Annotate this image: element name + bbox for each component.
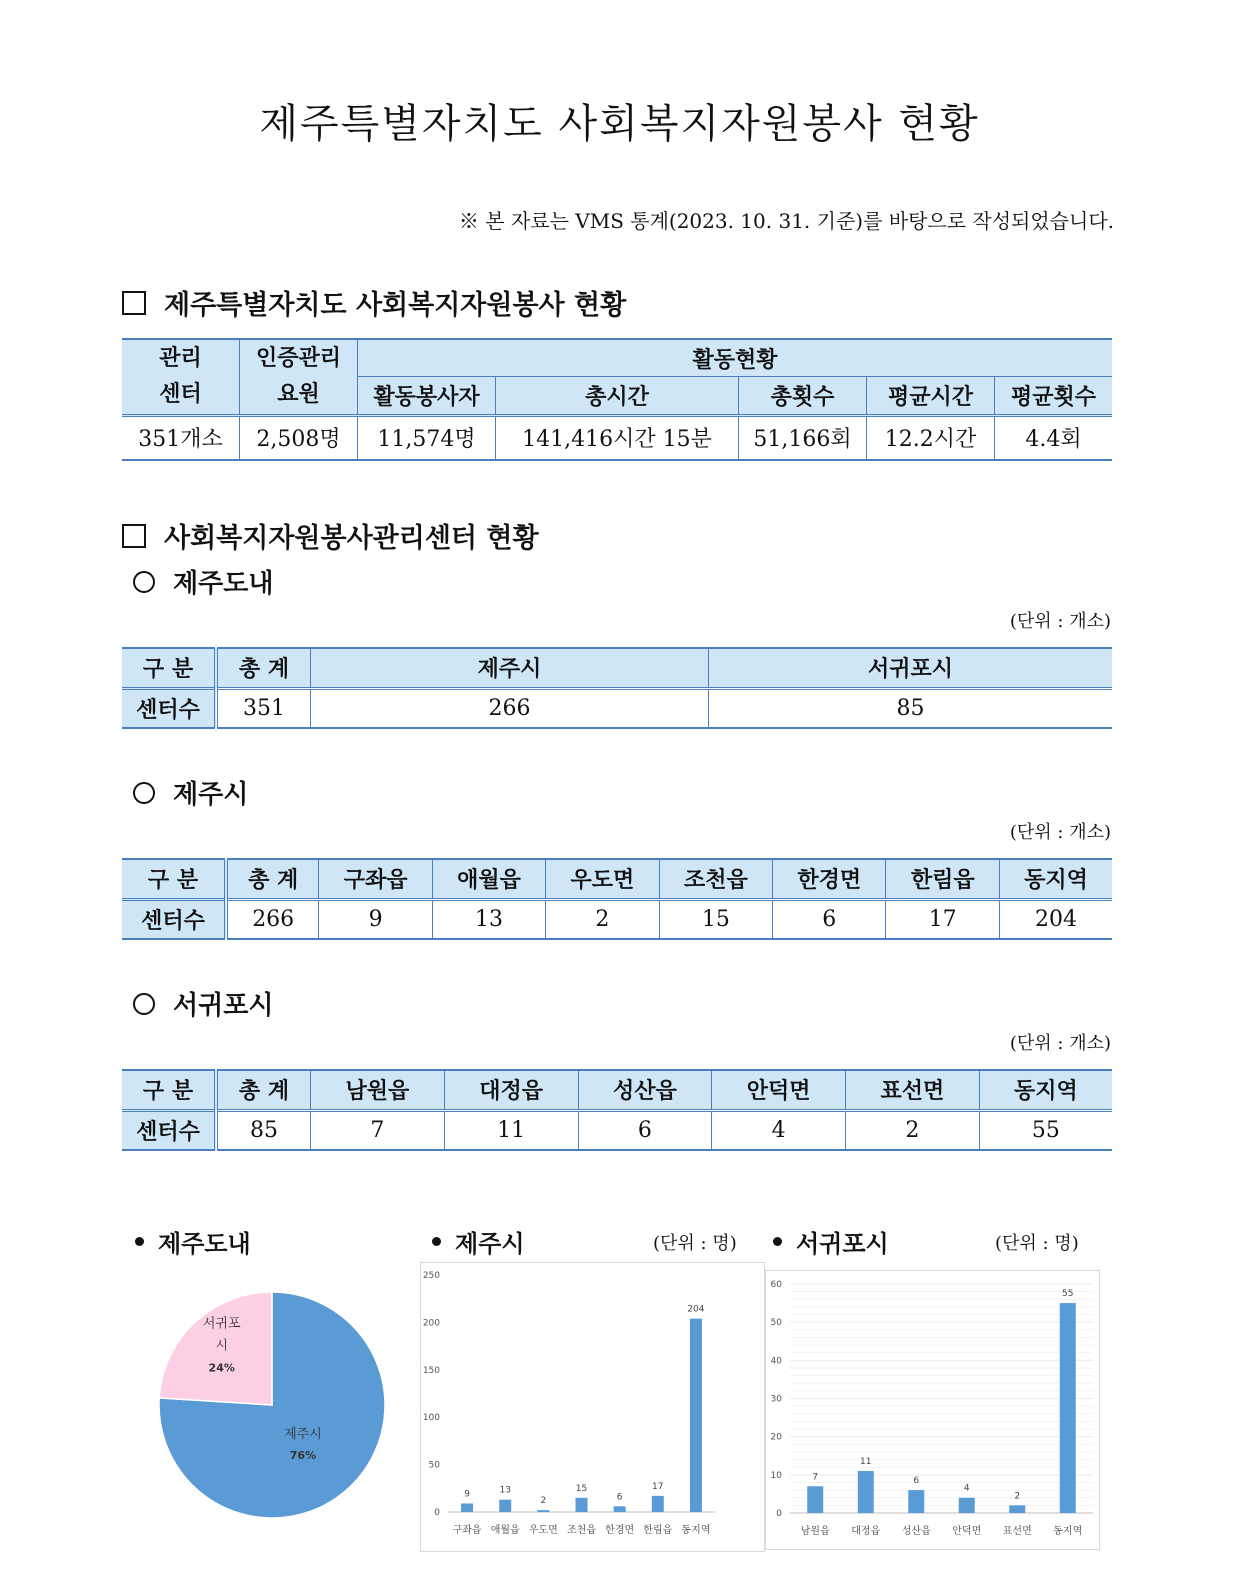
col-header-center: 관리 센터 bbox=[122, 339, 240, 416]
bullet-dot-icon bbox=[135, 1237, 144, 1246]
col-header: 동지역 bbox=[979, 1070, 1112, 1110]
col-header: 제주시 bbox=[311, 648, 709, 688]
col-header: 총 계 bbox=[216, 1070, 311, 1110]
col-header: 한경면 bbox=[773, 859, 886, 899]
pie-label: 서귀포 bbox=[202, 1316, 241, 1332]
bar bbox=[1009, 1505, 1025, 1513]
bar-value-label: 2 bbox=[540, 1496, 547, 1507]
bar bbox=[959, 1498, 975, 1513]
unit-label: (단위 : 개소) bbox=[1009, 822, 1111, 843]
bullet-dot-icon bbox=[773, 1237, 782, 1246]
pie-chart-title: 제주도내 bbox=[135, 1224, 251, 1259]
table-cell: 266 bbox=[226, 899, 319, 939]
table-cell: 12.2시간 bbox=[867, 416, 995, 460]
table-row bbox=[122, 416, 1112, 460]
bar bbox=[858, 1471, 874, 1513]
row-header: 센터수 bbox=[122, 688, 216, 728]
bar bbox=[614, 1506, 626, 1512]
col-header: 조천읍 bbox=[659, 859, 772, 899]
x-tick-label: 한경면 bbox=[605, 1525, 635, 1536]
chart-unit-label: (단위 : 명) bbox=[653, 1233, 737, 1254]
table-cell: 4.4회 bbox=[995, 416, 1113, 460]
bar-chart-jeju-title: 제주시 bbox=[432, 1224, 525, 1259]
chart-unit-label: (단위 : 명) bbox=[995, 1233, 1079, 1254]
data-source-note: ※ 본 자료는 VMS 통계(2023. 10. 31. 기준)를 바탕으로 작성되었습니다. bbox=[458, 209, 1114, 233]
table-cell: 6 bbox=[578, 1110, 712, 1150]
x-tick-label: 안덕면 bbox=[952, 1526, 982, 1537]
col-header: 구 분 bbox=[122, 859, 226, 899]
col-header: 표선면 bbox=[846, 1070, 980, 1110]
y-tick-label: 0 bbox=[434, 1508, 440, 1518]
bar-chart-seogwipo bbox=[765, 1270, 1100, 1550]
y-tick-label: 50 bbox=[770, 1318, 782, 1329]
col-header: 구 분 bbox=[122, 648, 216, 688]
y-tick-label: 200 bbox=[422, 1318, 440, 1329]
col-header: 총 계 bbox=[216, 648, 311, 688]
x-tick-label: 표선면 bbox=[1002, 1526, 1032, 1537]
col-header: 성산읍 bbox=[578, 1070, 712, 1110]
pie-chart bbox=[150, 1285, 395, 1525]
table-cell: 11,574명 bbox=[358, 416, 496, 460]
bar-value-label: 6 bbox=[616, 1492, 623, 1503]
subheading-seogwipo bbox=[133, 985, 273, 1022]
overview-table bbox=[122, 338, 1112, 461]
row-header: 센터수 bbox=[122, 1110, 216, 1150]
section-heading-overview bbox=[122, 283, 626, 322]
col-header-avg-count: 평균횟수 bbox=[995, 377, 1113, 416]
y-tick-label: 100 bbox=[422, 1413, 440, 1424]
row-header: 센터수 bbox=[122, 899, 226, 939]
table-cell: 13 bbox=[432, 899, 545, 939]
table-row bbox=[122, 688, 1112, 728]
x-tick-label: 대정읍 bbox=[851, 1526, 881, 1537]
bar-value-label: 15 bbox=[575, 1483, 588, 1494]
page-title: 제주특별자치도 사회복지자원봉사 현황 bbox=[259, 101, 980, 147]
subheading-jeju-do bbox=[133, 563, 273, 600]
bullet-dot-icon bbox=[432, 1237, 441, 1246]
square-bullet-icon bbox=[122, 291, 146, 315]
pie-percent: 24% bbox=[208, 1361, 235, 1375]
pie-label: 제주시 bbox=[284, 1426, 322, 1442]
table-cell: 4 bbox=[712, 1110, 846, 1150]
section-heading-centers bbox=[122, 516, 539, 555]
unit-label: (단위 : 개소) bbox=[1009, 1033, 1111, 1054]
x-tick-label: 한림읍 bbox=[643, 1525, 673, 1536]
jeju-do-table bbox=[122, 647, 1112, 729]
col-header: 한림읍 bbox=[886, 859, 999, 899]
bar-value-label: 55 bbox=[1062, 1289, 1074, 1300]
table-cell: 266 bbox=[311, 688, 709, 728]
table-cell: 141,416시간 15분 bbox=[496, 416, 739, 460]
y-tick-label: 60 bbox=[770, 1280, 782, 1290]
table-cell: 2,508명 bbox=[240, 416, 358, 460]
x-tick-label: 애월읍 bbox=[490, 1525, 520, 1536]
bar-value-label: 17 bbox=[652, 1481, 664, 1492]
table-cell: 15 bbox=[659, 899, 772, 939]
bar-chart-jeju bbox=[420, 1262, 765, 1552]
col-header: 동지역 bbox=[999, 859, 1112, 899]
x-tick-label: 남원읍 bbox=[800, 1526, 830, 1537]
y-tick-label: 50 bbox=[428, 1460, 440, 1471]
y-tick-label: 20 bbox=[770, 1432, 782, 1443]
col-header: 우도면 bbox=[546, 859, 659, 899]
x-tick-label: 우도면 bbox=[528, 1525, 558, 1536]
table-cell: 204 bbox=[999, 899, 1112, 939]
col-header: 구 분 bbox=[122, 1070, 216, 1110]
col-header: 서귀포시 bbox=[709, 648, 1113, 688]
table-cell: 17 bbox=[886, 899, 999, 939]
table-cell: 85 bbox=[216, 1110, 311, 1150]
circle-bullet-icon bbox=[133, 571, 155, 593]
bar-value-label: 7 bbox=[812, 1472, 819, 1483]
col-header-activity-group: 활동현황 bbox=[358, 339, 1113, 377]
table-cell: 55 bbox=[979, 1110, 1112, 1150]
pie-percent: 76% bbox=[289, 1448, 317, 1462]
table-cell: 11 bbox=[444, 1110, 578, 1150]
table-cell: 351 bbox=[216, 688, 311, 728]
table-cell: 85 bbox=[709, 688, 1113, 728]
col-header: 애월읍 bbox=[432, 859, 545, 899]
x-tick-label: 구좌읍 bbox=[452, 1525, 482, 1536]
x-tick-label: 동지역 bbox=[1053, 1526, 1083, 1537]
col-header-volunteers: 활동봉사자 bbox=[358, 377, 496, 416]
table-cell: 6 bbox=[773, 899, 886, 939]
bar-value-label: 11 bbox=[860, 1457, 872, 1468]
bar bbox=[461, 1503, 473, 1512]
bar bbox=[652, 1496, 664, 1512]
bar bbox=[537, 1510, 549, 1512]
bar-value-label: 13 bbox=[499, 1485, 511, 1496]
y-tick-label: 10 bbox=[770, 1470, 782, 1481]
section-heading-text: 제주특별자치도 사회복지자원봉사 현황 bbox=[164, 290, 627, 321]
jeju-si-table bbox=[122, 858, 1112, 940]
table-cell: 2 bbox=[846, 1110, 980, 1150]
y-tick-label: 0 bbox=[776, 1509, 782, 1519]
x-tick-label: 조천읍 bbox=[567, 1525, 596, 1536]
col-header: 총 계 bbox=[226, 859, 319, 899]
bar bbox=[807, 1486, 823, 1513]
y-tick-label: 40 bbox=[770, 1356, 782, 1367]
col-header: 대정읍 bbox=[444, 1070, 578, 1110]
square-bullet-icon bbox=[122, 524, 146, 548]
col-header: 안덕면 bbox=[712, 1070, 846, 1110]
section-heading-text: 사회복지자원봉사관리센터 현황 bbox=[164, 523, 539, 554]
x-tick-label: 동지역 bbox=[681, 1525, 711, 1536]
bar bbox=[576, 1498, 588, 1512]
bar-value-label: 4 bbox=[963, 1483, 970, 1494]
seogwipo-table bbox=[122, 1069, 1112, 1151]
unit-label: (단위 : 개소) bbox=[1009, 611, 1111, 632]
bar bbox=[908, 1490, 924, 1513]
col-header-total-count: 총횟수 bbox=[739, 377, 867, 416]
col-header-avg-hours: 평균시간 bbox=[867, 377, 995, 416]
table-cell: 51,166회 bbox=[739, 416, 867, 460]
subheading-text: 서귀포시 bbox=[173, 991, 274, 1021]
bar-value-label: 204 bbox=[687, 1304, 705, 1315]
subheading-jeju-si bbox=[133, 774, 248, 811]
bar bbox=[499, 1500, 511, 1512]
col-header-staff: 인증관리 요원 bbox=[240, 339, 358, 416]
table-row bbox=[122, 1110, 1112, 1150]
col-header: 구좌읍 bbox=[319, 859, 432, 899]
pie-label: 시 bbox=[215, 1338, 229, 1354]
x-tick-label: 성산읍 bbox=[901, 1526, 931, 1537]
circle-bullet-icon bbox=[133, 782, 155, 804]
y-tick-label: 250 bbox=[422, 1271, 440, 1281]
table-cell: 351개소 bbox=[122, 416, 240, 460]
col-header-total-hours: 총시간 bbox=[496, 377, 739, 416]
table-cell: 7 bbox=[311, 1110, 445, 1150]
bar bbox=[1060, 1303, 1076, 1513]
bar-chart-seogwipo-title: 서귀포시 bbox=[773, 1224, 889, 1259]
table-cell: 9 bbox=[319, 899, 432, 939]
table-row bbox=[122, 899, 1112, 939]
subheading-text: 제주도내 bbox=[173, 569, 274, 599]
col-header: 남원읍 bbox=[311, 1070, 445, 1110]
table-cell: 2 bbox=[546, 899, 659, 939]
bar-value-label: 9 bbox=[464, 1489, 470, 1500]
y-tick-label: 150 bbox=[422, 1365, 440, 1376]
y-tick-label: 30 bbox=[770, 1394, 782, 1405]
bar-value-label: 2 bbox=[1014, 1491, 1021, 1502]
circle-bullet-icon bbox=[133, 993, 155, 1015]
bar-value-label: 6 bbox=[913, 1476, 920, 1487]
bar bbox=[690, 1319, 702, 1512]
subheading-text: 제주시 bbox=[173, 780, 249, 810]
